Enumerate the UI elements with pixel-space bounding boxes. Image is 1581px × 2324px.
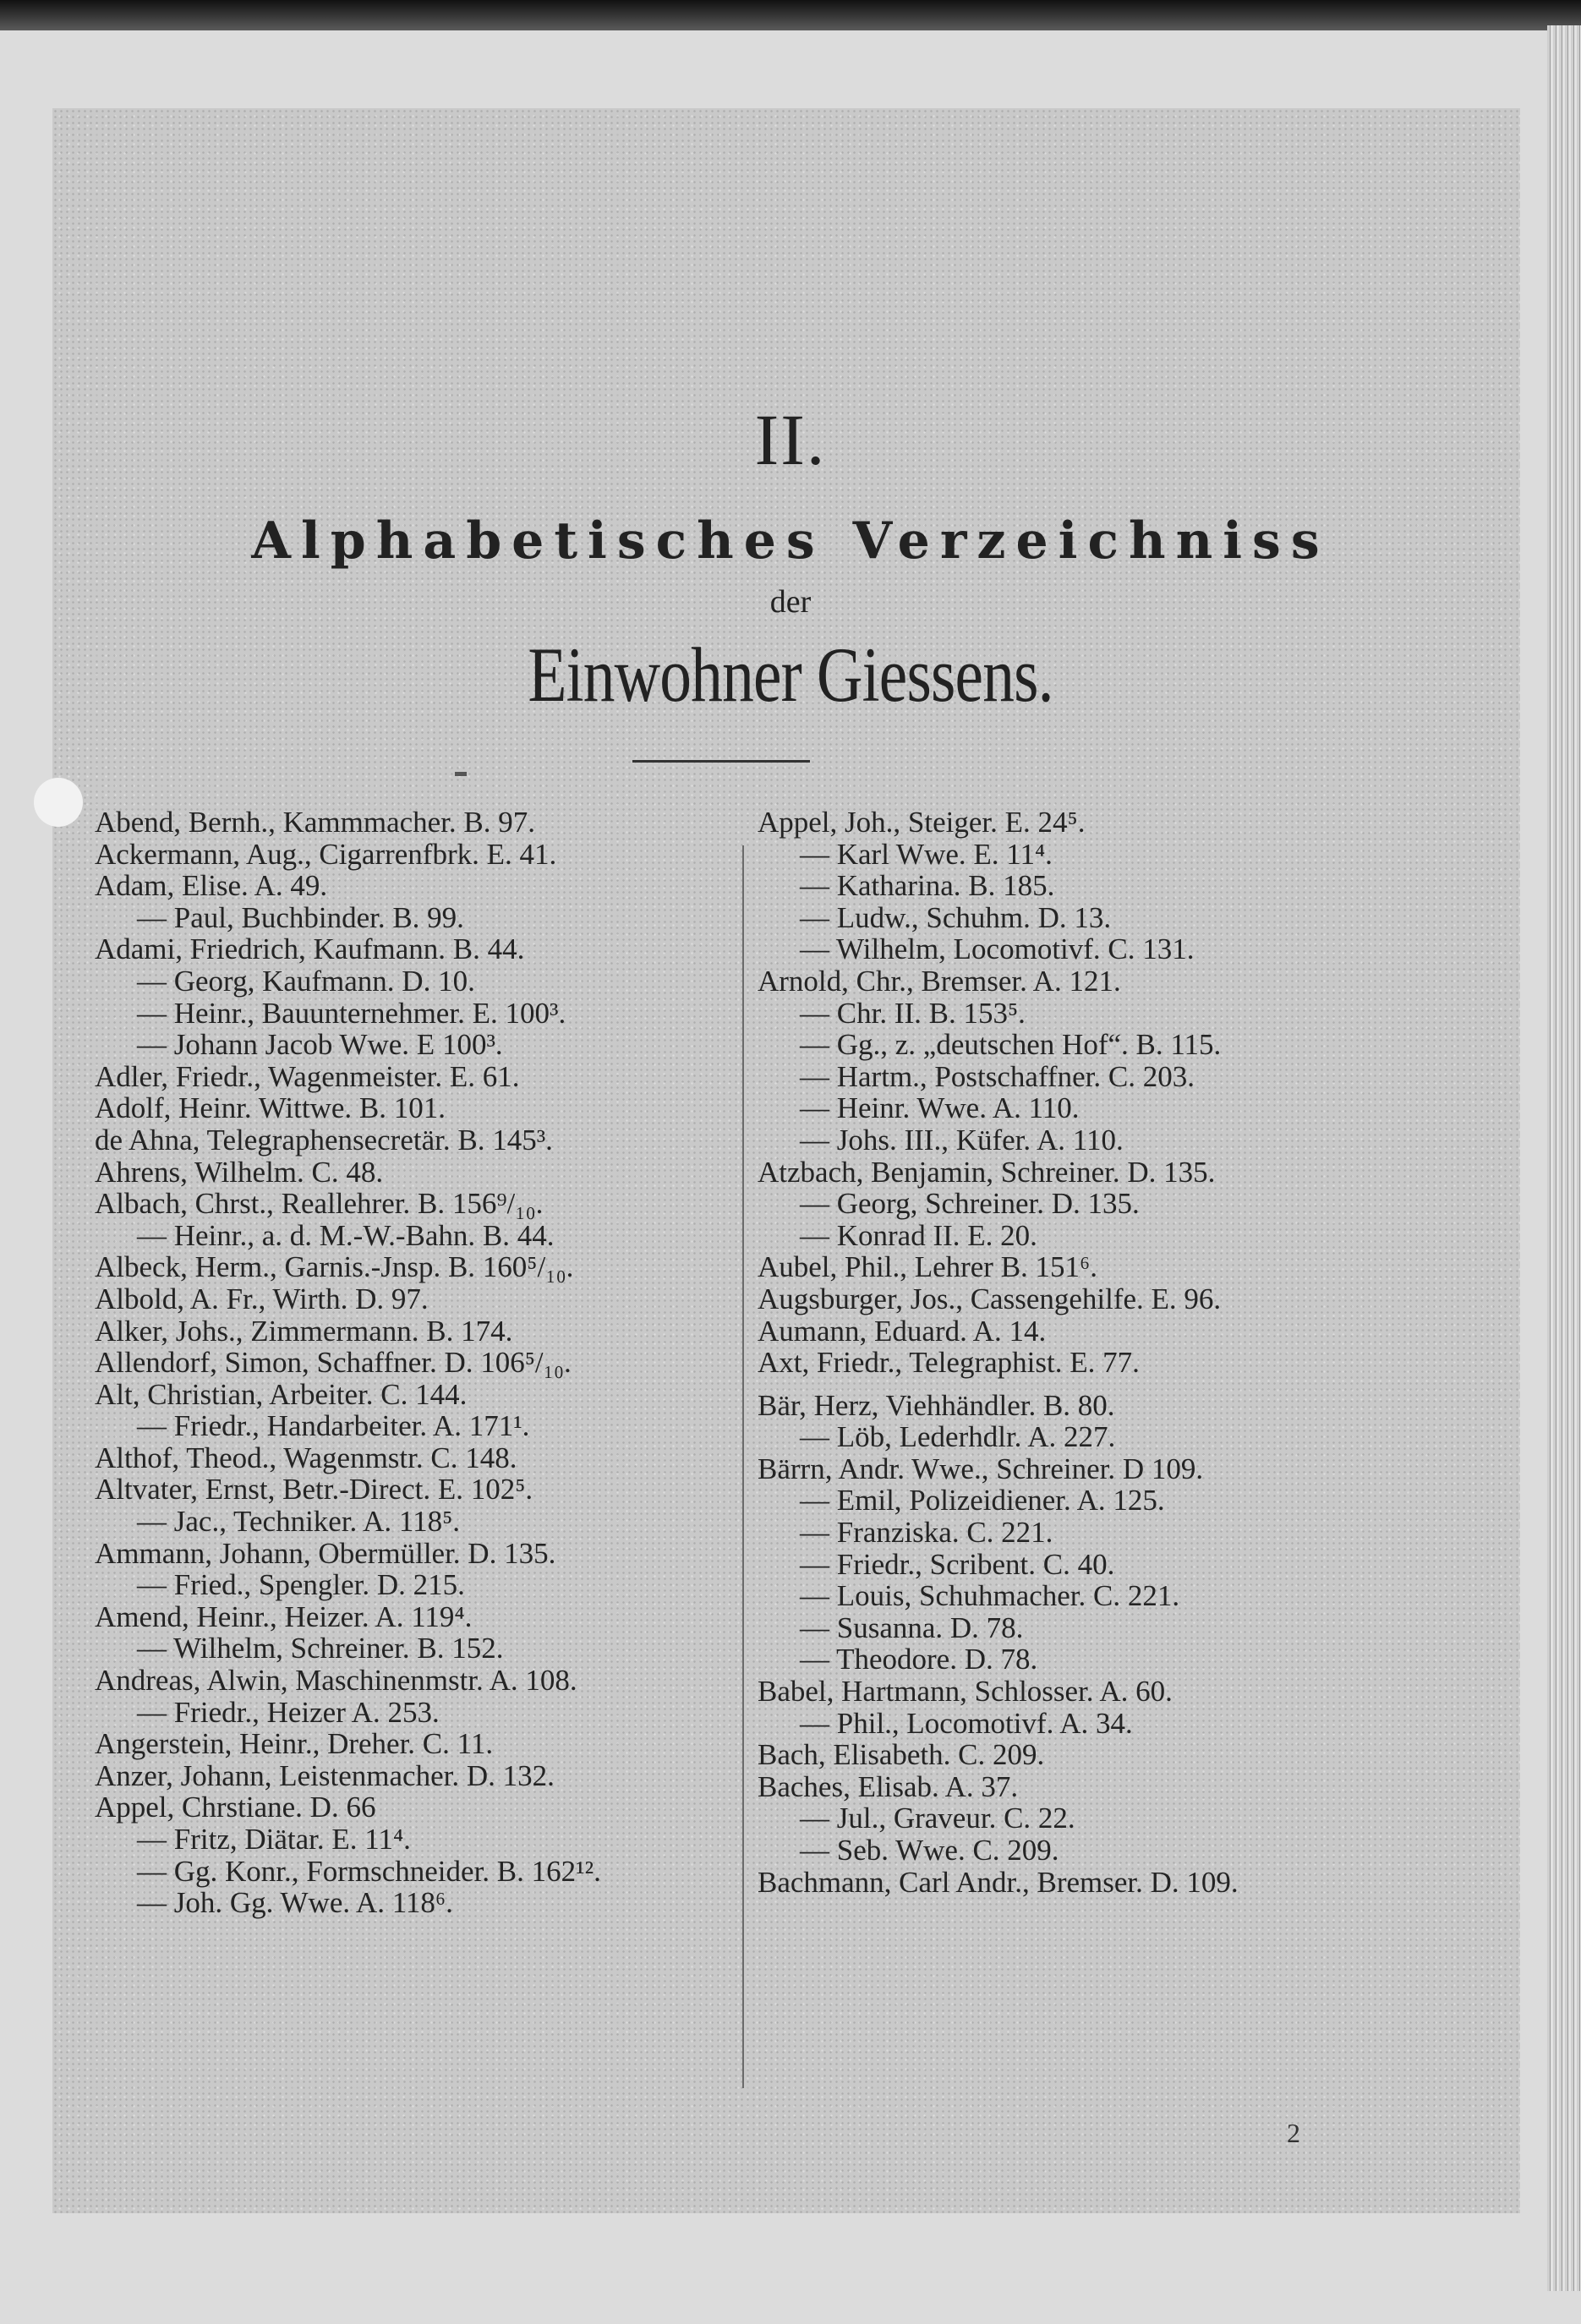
directory-entry: Bärrn, Andr. Wwe., Schreiner. D 109. bbox=[758, 1452, 1204, 1485]
directory-entry: Andreas, Alwin, Maschinenmstr. A. 108. bbox=[95, 1664, 577, 1698]
directory-entry: Albold, A. Fr., Wirth. D. 97. bbox=[95, 1282, 429, 1315]
directory-entry: — Paul, Buchbinder. B. 99. bbox=[137, 900, 464, 934]
column-divider bbox=[742, 845, 744, 2088]
directory-entry: — Susanna. D. 78. bbox=[800, 1610, 1024, 1644]
directory-entry: — Katharina. B. 185. bbox=[800, 869, 1055, 903]
directory-entry: Ammann, Johann, Obermüller. D. 135. bbox=[95, 1536, 556, 1570]
directory-entry: Ahrens, Wilhelm. C. 48. bbox=[95, 1155, 384, 1189]
directory-entry: — Fried., Spengler. D. 215. bbox=[137, 1568, 465, 1602]
directory-entry: Abend, Bernh., Kammmacher. B. 97. bbox=[95, 806, 536, 839]
directory-entry: — Jul., Graveur. C. 22. bbox=[800, 1802, 1075, 1835]
directory-entry: Allendorf, Simon, Schaffner. D. 106⁵/₁₀. bbox=[95, 1346, 572, 1380]
directory-entry: Alker, Johs., Zimmermann. B. 174. bbox=[95, 1314, 513, 1348]
directory-entry: — Gg. Konr., Formschneider. B. 162¹². bbox=[137, 1854, 601, 1888]
page-title: Einwohner Giessens. bbox=[528, 632, 1053, 718]
directory-entry: — Georg, Schreiner. D. 135. bbox=[800, 1187, 1140, 1221]
directory-entry: — Jac., Techniker. A. 118⁵. bbox=[137, 1505, 461, 1539]
directory-entry: — Friedr., Heizer A. 253. bbox=[137, 1695, 440, 1729]
directory-entry: Ackermann, Aug., Cigarrenfbrk. E. 41. bbox=[95, 837, 557, 871]
directory-entry: Angerstein, Heinr., Dreher. C. 11. bbox=[95, 1727, 494, 1761]
directory-entry: Babel, Hartmann, Schlosser. A. 60. bbox=[758, 1675, 1173, 1709]
directory-entry: — Theodore. D. 78. bbox=[800, 1643, 1038, 1676]
directory-entry: — Georg, Kaufmann. D. 10. bbox=[137, 964, 475, 998]
directory-entry: — Friedr., Scribent. C. 40. bbox=[800, 1547, 1115, 1581]
directory-entry: — Louis, Schuhmacher. C. 221. bbox=[800, 1579, 1180, 1613]
directory-entry: — Phil., Locomotivf. A. 34. bbox=[800, 1706, 1133, 1740]
directory-entry: Altvater, Ernst, Betr.-Direct. E. 102⁵. bbox=[95, 1473, 533, 1506]
directory-entry: Albeck, Herm., Garnis.-Jnsp. B. 160⁵/₁₀. bbox=[95, 1250, 574, 1284]
directory-entry: — Konrad II. E. 20. bbox=[800, 1218, 1037, 1252]
punch-hole bbox=[34, 778, 83, 827]
title-rule bbox=[632, 760, 810, 763]
directory-entry: Bach, Elisabeth. C. 209. bbox=[758, 1738, 1045, 1772]
directory-entry: — Ludw., Schuhm. D. 13. bbox=[800, 900, 1112, 934]
directory-entry: Adolf, Heinr. Wittwe. B. 101. bbox=[95, 1091, 446, 1125]
directory-entry: de Ahna, Telegraphensecretär. B. 145³. bbox=[95, 1123, 553, 1157]
directory-entry: — Seb. Wwe. C. 209. bbox=[800, 1834, 1059, 1867]
directory-entry: Anzer, Johann, Leistenmacher. D. 132. bbox=[95, 1758, 555, 1792]
directory-entry: Appel, Joh., Steiger. E. 24⁵. bbox=[758, 806, 1086, 839]
directory-entry: Bär, Herz, Viehhändler. B. 80. bbox=[758, 1388, 1115, 1422]
directory-entry: Atzbach, Benjamin, Schreiner. D. 135. bbox=[758, 1155, 1216, 1189]
directory-entry: Alt, Christian, Arbeiter. C. 144. bbox=[95, 1377, 468, 1411]
rule-mark bbox=[455, 772, 467, 776]
left-column bbox=[95, 807, 737, 1919]
directory-entry: — Fritz, Diätar. E. 11⁴. bbox=[137, 1823, 411, 1856]
directory-entry: — Heinr., Bauunternehmer. E. 100³. bbox=[137, 996, 566, 1030]
directory-entry: — Joh. Gg. Wwe. A. 118⁶. bbox=[137, 1886, 453, 1920]
directory-entry: Axt, Friedr., Telegraphist. E. 77. bbox=[758, 1346, 1140, 1380]
page-number: 2 bbox=[1287, 2118, 1300, 2148]
page-edges bbox=[1547, 25, 1581, 2291]
directory-entry: — Gg., z. „deutschen Hof“. B. 115. bbox=[800, 1028, 1222, 1062]
directory-entry: — Hartm., Postschaffner. C. 203. bbox=[800, 1059, 1195, 1093]
directory-entry: — Heinr. Wwe. A. 110. bbox=[800, 1091, 1080, 1125]
directory-entry: — Johs. III., Küfer. A. 110. bbox=[800, 1123, 1124, 1157]
section-subtitle: Alphabetisches Verzeichniss bbox=[251, 511, 1330, 571]
section-der: der bbox=[769, 584, 812, 620]
right-column bbox=[758, 807, 1518, 1898]
directory-entry: — Chr. II. B. 153⁵. bbox=[800, 996, 1026, 1030]
directory-entry: Appel, Chrstiane. D. 66 bbox=[95, 1791, 376, 1824]
directory-entry: Adami, Friedrich, Kaufmann. B. 44. bbox=[95, 932, 525, 966]
scan-shadow bbox=[0, 0, 1581, 30]
directory-entry: Albach, Chrst., Reallehrer. B. 156⁹/₁₀. bbox=[95, 1187, 544, 1221]
directory-entry: — Karl Wwe. E. 11⁴. bbox=[800, 837, 1053, 871]
section-number: II. bbox=[754, 399, 827, 480]
directory-entry: Bachmann, Carl Andr., Bremser. D. 109. bbox=[758, 1865, 1239, 1899]
directory-entry: Arnold, Chr., Bremser. A. 121. bbox=[758, 964, 1121, 998]
directory-entry: Aubel, Phil., Lehrer B. 151⁶. bbox=[758, 1250, 1098, 1284]
directory-entry: — Emil, Polizeidiener. A. 125. bbox=[800, 1484, 1165, 1517]
directory-entry: — Löb, Lederhdlr. A. 227. bbox=[800, 1420, 1116, 1454]
directory-entry: — Wilhelm, Schreiner. B. 152. bbox=[137, 1632, 504, 1665]
directory-entry: — Johann Jacob Wwe. E 100³. bbox=[137, 1028, 503, 1062]
directory-entry: Aumann, Eduard. A. 14. bbox=[758, 1314, 1047, 1348]
directory-entry: Augsburger, Jos., Cassengehilfe. E. 96. bbox=[758, 1282, 1222, 1315]
directory-entry: Adam, Elise. A. 49. bbox=[95, 869, 328, 903]
directory-entry: Baches, Elisab. A. 37. bbox=[758, 1769, 1019, 1803]
directory-entry: Adler, Friedr., Wagenmeister. E. 61. bbox=[95, 1059, 520, 1093]
directory-entry: — Friedr., Handarbeiter. A. 171¹. bbox=[137, 1409, 530, 1443]
directory-entry: — Wilhelm, Locomotivf. C. 131. bbox=[800, 932, 1195, 966]
directory-entry: Amend, Heinr., Heizer. A. 119⁴. bbox=[95, 1599, 473, 1633]
directory-entry: — Franziska. C. 221. bbox=[800, 1516, 1053, 1550]
directory-entry: Althof, Theod., Wagenmstr. C. 148. bbox=[95, 1441, 517, 1474]
directory-entry: — Heinr., a. d. M.-W.-Bahn. B. 44. bbox=[137, 1218, 555, 1252]
